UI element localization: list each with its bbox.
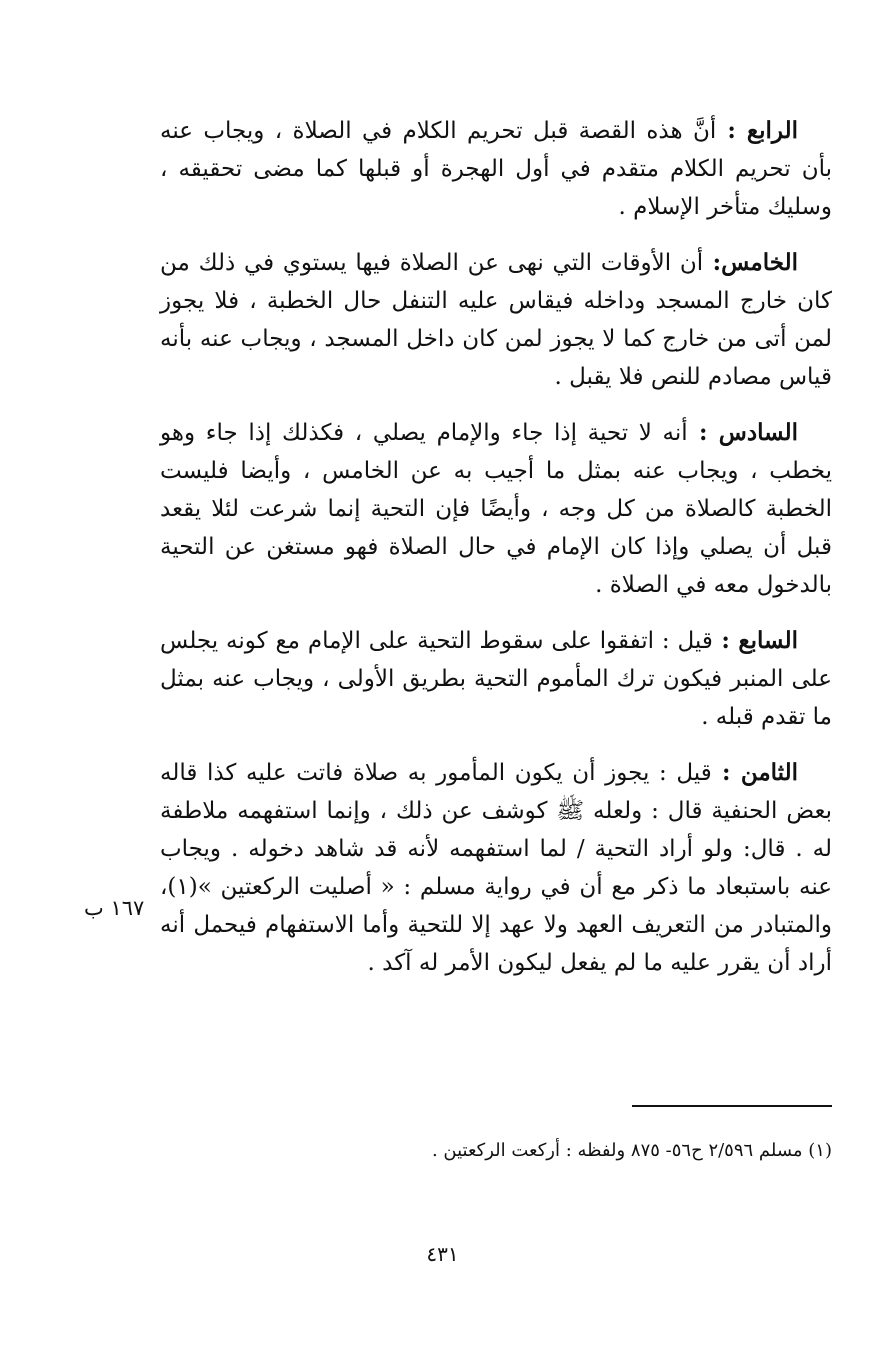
paragraph-fifth [160, 244, 832, 396]
paragraph-text: أن الأوقات التي نهى عن الصلاة فيها يستوي في ذلك من كان خارج المسجد وداخله فيقاس عليه التنفل حال الخطبة ، فلا يجوز لمن أتى من خارج كما لا يجوز لمن كان داخل المسجد ، ويجاب عنه بأنه قياس مصادم للنص فلا يقبل . [160, 250, 832, 390]
paragraph-fourth [160, 112, 832, 226]
footnote: (١) مسلم ٢/٥٩٦ ح٥٦- ٨٧٥ ولفظه : أركعت الركعتين . [431, 1140, 832, 1161]
paragraph-text: أنَّ هذه القصة قبل تحريم الكلام في الصلاة ، ويجاب عنه بأن تحريم الكلام متقدم في أول الهجرة أو قبلها كما مضى تحقيقه ، وسليك متأخر الإسلام . [160, 118, 832, 220]
manuscript-folio-note: ١٦٧ ب [84, 896, 145, 920]
paragraph-marker: السادس : [698, 419, 798, 446]
main-text [160, 112, 832, 1000]
paragraph-marker: الثامن : [722, 759, 798, 786]
paragraph-eighth [160, 754, 832, 982]
paragraph-marker: الرابع : [727, 117, 798, 144]
footnote-divider [632, 1105, 832, 1107]
paragraph-text: قيل : اتفقوا على سقوط التحية على الإمام مع كونه يجلس على المنبر فيكون ترك المأموم التحية بطريق الأولى ، ويجاب عنه بمثل ما تقدم قبله . [160, 628, 832, 730]
paragraph-marker: السابع : [721, 627, 798, 654]
paragraph-seventh [160, 622, 832, 736]
paragraph-text: قيل : يجوز أن يكون المأمور به صلاة فاتت عليه كذا قاله بعض الحنفية قال : ولعله ﷺ كوشف عن ذلك ، وإنما استفهمه ملاطفة له . قال: ولو أراد التحية / لما استفهمه لأنه قد شاهد دخوله . ويجاب عنه باستبعاد ما ذكر مع أن في رواية مسلم : « أصليت الركعتين »(١)، والمتبادر من التعريف العهد ولا عهد إلا للتحية وأما الاستفهام فيحمل أنه أراد أن يقرر عليه ما لم يفعل ليكون الأمر له آكد . [160, 760, 832, 976]
page-number: ٤٣١ [426, 1242, 459, 1266]
paragraph-sixth [160, 414, 832, 604]
paragraph-marker: الخامس: [712, 249, 798, 276]
paragraph-text: أنه لا تحية إذا جاء والإمام يصلي ، فكذلك إذا جاء وهو يخطب ، ويجاب عنه بمثل ما أجيب به عن الخامس ، وأيضا فليست الخطبة كالصلاة من كل وجه ، وأيضًا فإن التحية إنما شرعت لئلا يقعد قبل أن يصلي وإذا كان الإمام في حال الصلاة فهو مستغن عن التحية بالدخول معه في الصلاة . [160, 420, 832, 598]
